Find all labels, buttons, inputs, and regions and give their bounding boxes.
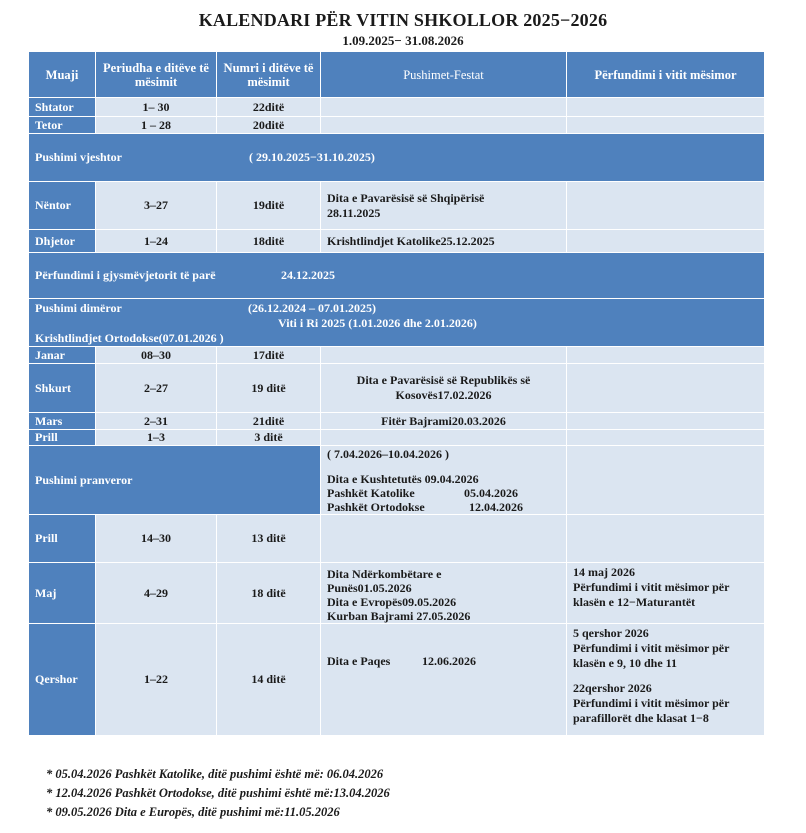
- end-line: Përfundimi i vitit mësimor për: [573, 641, 730, 655]
- period-cell: 1–22: [96, 624, 217, 736]
- end-cell: [567, 117, 765, 134]
- holiday-line: Dita e Evropës09.05.2026: [327, 594, 457, 609]
- days-cell: 18ditë: [217, 230, 321, 253]
- period-cell: 14–30: [96, 515, 217, 563]
- month-cell: Qershor: [29, 624, 96, 736]
- orthodox-easter-name: Pashkët Ortodokse: [327, 500, 425, 514]
- holiday-line: 28.11.2025: [327, 205, 381, 220]
- end-cell: [567, 182, 765, 230]
- footnote: * 12.04.2026 Pashkët Ortodokse, ditë pushimi është më:13.04.2026: [46, 786, 390, 800]
- days-cell: 20ditë: [217, 117, 321, 134]
- holiday-cell: [321, 430, 567, 446]
- autumn-break-label: Pushimi vjeshtor: [35, 150, 122, 164]
- orthodox-christmas-line: Krishtlindjet Ortodokse(07.01.2026 ): [35, 331, 224, 345]
- footnote: * 05.04.2026 Pashkët Katolike, ditë pushimi është më: 06.04.2026: [46, 767, 384, 781]
- period-cell: 2–31: [96, 413, 217, 430]
- holiday-cell: [321, 98, 567, 117]
- month-cell: Shtator: [29, 98, 96, 117]
- holiday-cell: [321, 347, 567, 364]
- winter-break-cell: [29, 299, 765, 347]
- days-cell: 14 ditë: [217, 624, 321, 736]
- header-end: Përfundimi i vitit mësimor: [567, 52, 765, 98]
- holiday-cell: [321, 364, 567, 413]
- winter-break-line: [35, 301, 758, 316]
- period-cell: 3–27: [96, 182, 217, 230]
- end-cell: [567, 515, 765, 563]
- end-line: klasën e 9, 10 dhe 11: [573, 656, 678, 670]
- holiday-cell: [321, 515, 567, 563]
- footnote: * 09.05.2026 Dita e Europës, ditë pushimi më:11.05.2026: [46, 805, 340, 819]
- holiday-line: Dita Ndërkombëtare e: [327, 566, 442, 581]
- month-cell: Janar: [29, 347, 96, 364]
- table-row-nentor: [29, 182, 765, 230]
- holiday-line: Kosovës17.02.2026: [395, 388, 492, 402]
- spacer: [327, 461, 560, 472]
- end-line: parafillorët dhe klasat 1−8: [573, 711, 709, 725]
- holiday-date: 12.06.2026: [422, 654, 476, 668]
- table-row-maj: [29, 563, 765, 624]
- calendar-table: [28, 51, 765, 736]
- holiday-line: Dita e Pavarësisë së Republikës së: [356, 373, 531, 387]
- holiday-cell: Fitër Bajrami20.03.2026: [321, 413, 567, 430]
- period-cell: 08–30: [96, 347, 217, 364]
- catholic-easter-date: 05.04.2026: [464, 486, 518, 500]
- end-cell: [567, 446, 765, 515]
- half-year-end-cell: [29, 253, 765, 299]
- end-cell: [567, 364, 765, 413]
- end-line: 22qershor 2026: [573, 681, 652, 695]
- month-cell: Prill: [29, 515, 96, 563]
- page-subtitle: 1.09.2025− 31.08.2026: [342, 33, 464, 48]
- holiday-line: Kurban Bajrami 27.05.2026: [327, 608, 471, 623]
- orthodox-easter-line: [327, 500, 560, 514]
- end-cell: [567, 430, 765, 446]
- table-row-prill-1: [29, 430, 765, 446]
- table-row-dhjetor: [29, 230, 765, 253]
- table-row-half-year-end: [29, 253, 765, 299]
- header-holidays: Pushimet-Festat: [321, 52, 567, 98]
- holiday-cell: [321, 563, 567, 624]
- days-cell: 19ditë: [217, 182, 321, 230]
- table-row-mars: [29, 413, 765, 430]
- month-cell: Mars: [29, 413, 96, 430]
- holiday-line: Punës01.05.2026: [327, 580, 412, 595]
- days-cell: 17ditë: [217, 347, 321, 364]
- holiday-cell: Krishtlindjet Katolike25.12.2025: [321, 230, 567, 253]
- table-row-shtator: [29, 98, 765, 117]
- month-cell: Dhjetor: [29, 230, 96, 253]
- month-cell: Nëntor: [29, 182, 96, 230]
- table-row-qershor: [29, 624, 765, 736]
- end-line: 14 maj 2026: [573, 565, 635, 579]
- spacer: [573, 671, 758, 681]
- footnotes: [46, 765, 390, 822]
- header-days: Numri i ditëve të mësimit: [217, 52, 321, 98]
- days-cell: 19 ditë: [217, 364, 321, 413]
- end-cell: [567, 98, 765, 117]
- period-cell: 1– 30: [96, 98, 217, 117]
- table-row-spring-break: [29, 446, 765, 515]
- holiday-name: Dita e Paqes: [327, 654, 391, 668]
- holiday-cell: [321, 182, 567, 230]
- end-line: klasën e 12−Maturantët: [573, 595, 696, 609]
- days-cell: 13 ditë: [217, 515, 321, 563]
- table-row-autumn-break: [29, 134, 765, 182]
- month-cell: Prill: [29, 430, 96, 446]
- month-cell: Shkurt: [29, 364, 96, 413]
- spring-break-details: [321, 446, 567, 515]
- period-cell: 2–27: [96, 364, 217, 413]
- page-title: KALENDARI PËR VITIN SHKOLLOR 2025−2026: [198, 10, 608, 30]
- end-cell: [567, 413, 765, 430]
- half-year-end-label: Përfundimi i gjysmëvjetorit të parë: [35, 268, 216, 282]
- autumn-break-dates: ( 29.10.2025−31.10.2025): [249, 150, 375, 164]
- orthodox-easter-date: 12.04.2026: [469, 500, 523, 514]
- header-row: [29, 52, 765, 98]
- end-line: 5 qershor 2026: [573, 626, 649, 640]
- month-cell: Maj: [29, 563, 96, 624]
- table-row-shkurt: [29, 364, 765, 413]
- holiday-cell: [321, 624, 567, 736]
- period-cell: 1 – 28: [96, 117, 217, 134]
- end-cell: [567, 563, 765, 624]
- days-cell: 22ditë: [217, 98, 321, 117]
- days-cell: 18 ditë: [217, 563, 321, 624]
- period-cell: 1–3: [96, 430, 217, 446]
- catholic-easter-line: [327, 486, 560, 500]
- spring-break-dates: ( 7.04.2026–10.04.2026 ): [327, 447, 449, 461]
- month-cell: Tetor: [29, 117, 96, 134]
- header-period: Periudha e ditëve të mësimit: [96, 52, 217, 98]
- end-line: Përfundimi i vitit mësimor për: [573, 696, 730, 710]
- holiday-cell: [321, 117, 567, 134]
- new-year-line: Viti i Ri 2025 (1.01.2026 dhe 2.01.2026): [278, 316, 477, 330]
- header-month: Muaji: [29, 52, 96, 98]
- holiday-line: Dita e Pavarësisë së Shqipërisë: [327, 190, 485, 205]
- constitution-day: Dita e Kushtetutës 09.04.2026: [327, 472, 479, 486]
- catholic-easter-name: Pashkët Katolike: [327, 486, 415, 500]
- days-cell: 21ditë: [217, 413, 321, 430]
- table-row-janar: [29, 347, 765, 364]
- period-cell: 4–29: [96, 563, 217, 624]
- winter-break-dates: (26.12.2024 – 07.01.2025): [248, 301, 376, 315]
- winter-break-label: Pushimi dimëror: [35, 301, 122, 315]
- table-row-winter-break: [29, 299, 765, 347]
- period-cell: 1–24: [96, 230, 217, 253]
- table-row-prill-2: [29, 515, 765, 563]
- end-cell: [567, 624, 765, 736]
- spring-break-label: Pushimi pranveror: [29, 446, 321, 515]
- half-year-end-date: 24.12.2025: [281, 268, 335, 282]
- end-cell: [567, 347, 765, 364]
- end-cell: [567, 230, 765, 253]
- end-line: Përfundimi i vitit mësimor për: [573, 580, 730, 594]
- table-row-tetor: [29, 117, 765, 134]
- days-cell: 3 ditë: [217, 430, 321, 446]
- autumn-break-cell: [29, 134, 765, 182]
